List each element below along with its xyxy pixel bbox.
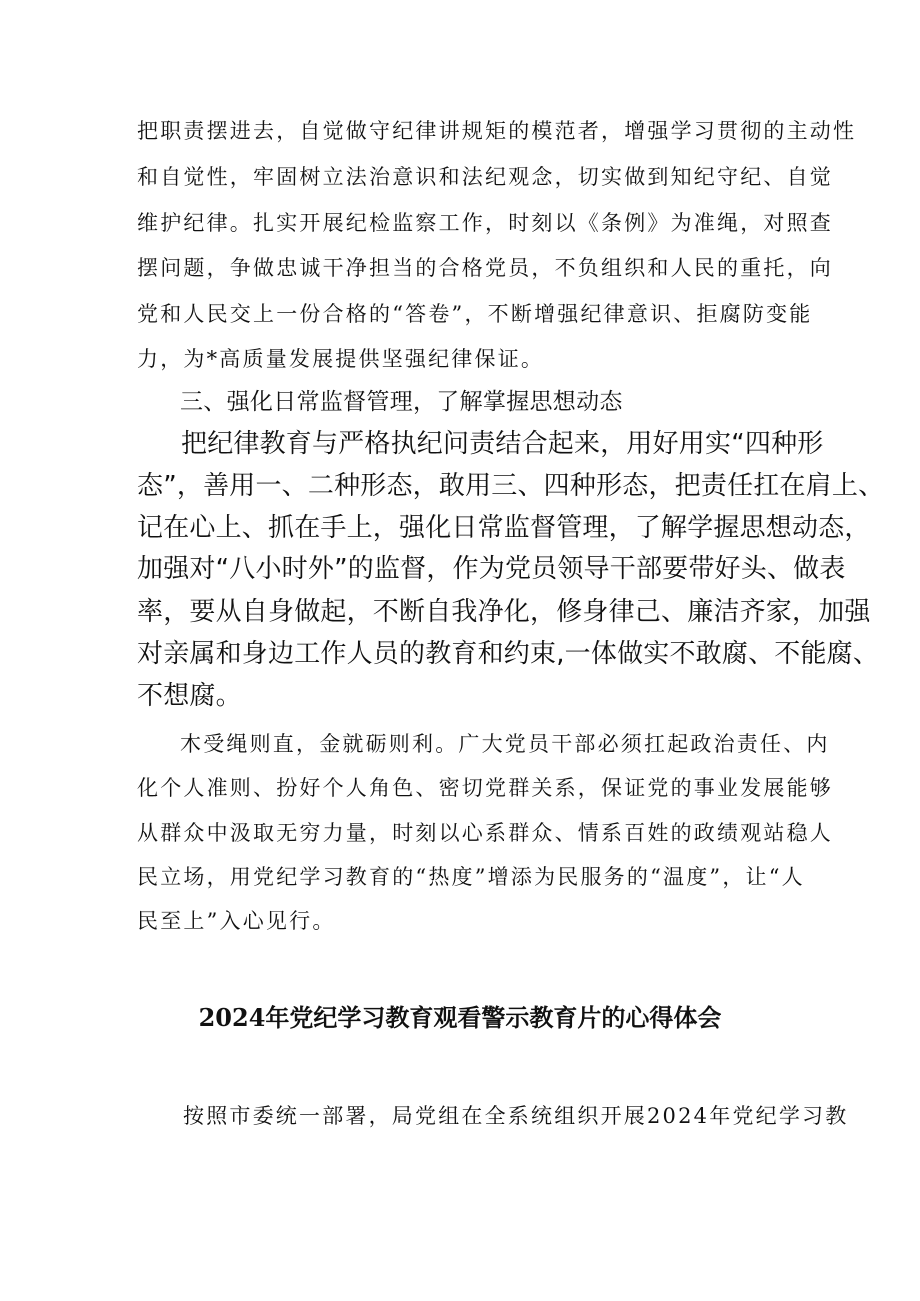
paragraph-line: 把职责摆进去，自觉做守纪律讲规矩的模范者，增强学习贯彻的主动性: [137, 119, 857, 143]
paragraph-line: 木受绳则直，金就砺则利。广大党员干部必须扛起政治责任、内: [180, 732, 830, 756]
paragraph-line: 化个人准则、扮好个人角色、密切党群关系，保证党的事业发展能够: [137, 776, 833, 800]
article-title: 2024年党纪学习教育观看警示教育片的心得体会: [198, 1003, 722, 1032]
paragraph-line: 和自觉性，牢固树立法治意识和法纪观念，切实做到知纪守纪、自觉: [137, 165, 833, 189]
paragraph-line: 党和人民交上一份合格的“答卷”，不断增强纪律意识、拒腐防变能: [137, 302, 813, 326]
paragraph-line: 力，为*高质量发展提供坚强纪律保证。: [137, 347, 545, 371]
paragraph-line: 对亲属和身边工作人员的教育和约束,一体做实不敢腐、不能腐、: [137, 639, 880, 669]
paragraph-line: 记在心上、抓在手上，强化日常监督管理，了解学握思想动态，: [137, 513, 871, 543]
paragraph-line: 按照市委统一部署，局党组在全系统组织开展2024年党纪学习教: [183, 1104, 849, 1128]
paragraph-line: 率，要从自身做起，不断自我净化，修身律己、廉洁齐家，加强: [137, 597, 871, 627]
paragraph-line: 加强对“八小时外”的监督，作为党员领导干部要带好头、做表: [137, 554, 846, 584]
paragraph-line: 民立场，用党纪学习教育的“热度”增添为民服务的“温度”，让“人: [137, 865, 805, 889]
paragraph-line: 不想腐。: [137, 681, 242, 711]
paragraph-line: 民至上”入心见行。: [137, 909, 336, 933]
paragraph-line: 把纪律教育与严格执纪问责结合起来，用好用实“四种形: [181, 429, 824, 459]
section-heading: 三、强化日常监督管理，了解掌握思想动态: [180, 389, 623, 415]
paragraph-line: 摆问题，争做忠诚干净担当的合格党员，不负组织和人民的重托，向: [137, 256, 833, 280]
paragraph-line: 从群众中汲取无穷力量，时刻以心系群众、情系百姓的政绩观站稳人: [137, 821, 833, 845]
paragraph-line: 维护纪律。扎实开展纪检监察工作，时刻以《条例》为准绳，对照查: [137, 211, 833, 235]
paragraph-line: 态”，善用一、二种形态，敢用三、四种形态，把责任扛在肩上、: [137, 471, 885, 501]
